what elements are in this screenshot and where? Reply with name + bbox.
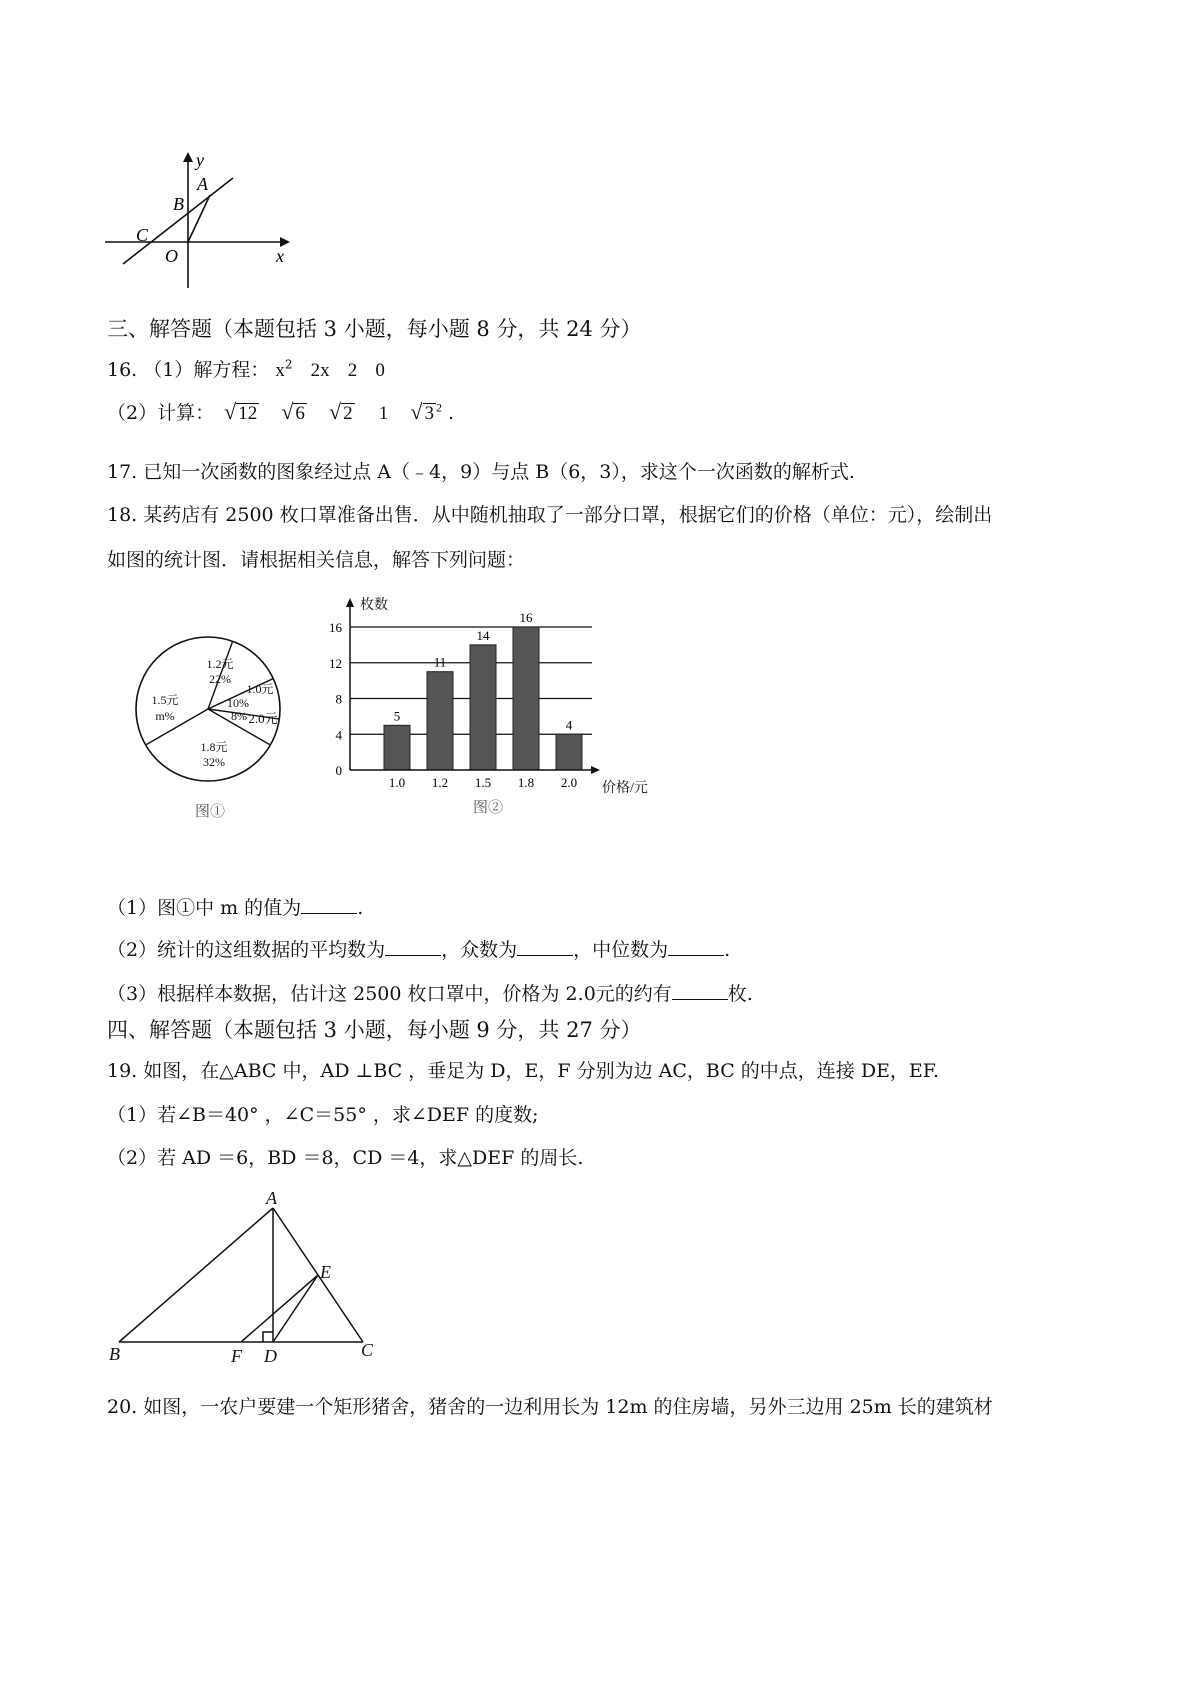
triangle-figure xyxy=(105,1188,405,1378)
x-tick-label: 1.0 xyxy=(388,775,406,790)
sqrt-3: √ 3 xyxy=(410,399,434,424)
pie-pct-2-0: 8% xyxy=(231,709,247,723)
q19-sub2: （2）若 AD ＝6，BD ＝8，CD ＝4，求△DEF 的周长. xyxy=(107,1147,584,1169)
q17-text: 17. 已知一次函数的图象经过点 A（﹣4，9）与点 B（6，3），求这个一次函数的解析式. xyxy=(107,461,855,483)
bar-1.8 xyxy=(513,627,539,770)
x-tick-label: 1.8 xyxy=(517,775,535,790)
pie-label-1-2: 1.2元 xyxy=(206,657,234,671)
bar-caption: 图② xyxy=(472,800,504,816)
term-1: 1 xyxy=(378,403,389,424)
q18-sub2 xyxy=(107,935,730,962)
exp-2: 2 xyxy=(436,400,442,415)
bar-value-label: 16 xyxy=(519,610,533,625)
q18-sub1-text: （1）图①中 m 的值为 xyxy=(107,897,302,919)
section3-heading: 三、解答题（本题包括 3 小题，每小题 8 分，共 24 分） xyxy=(107,317,642,341)
pie-caption: 图① xyxy=(194,804,226,820)
q16-part2 xyxy=(107,398,454,425)
y-axis-label: 枚数 xyxy=(360,598,388,613)
label-c: C xyxy=(361,1340,374,1360)
y-tick-label: 16 xyxy=(329,620,342,635)
bar-value-label: 4 xyxy=(565,717,573,733)
y-axis-arrow-icon xyxy=(183,152,193,162)
coordinate-figure xyxy=(100,148,300,298)
y-tick-label: 12 xyxy=(329,655,342,671)
pie-label-2-0: 2.0元 xyxy=(248,711,278,726)
bar-1.0 xyxy=(384,725,410,770)
y-tick-label: 8 xyxy=(335,691,342,707)
bar-value-label: 14 xyxy=(476,627,490,643)
q18-sub2-c: ，中位数为 xyxy=(573,939,669,961)
q16-eq-0: 0 xyxy=(375,360,385,381)
bar-1.2 xyxy=(427,672,453,770)
y-tick-label: 0 xyxy=(335,763,342,778)
q16-eq-exp: 2 xyxy=(284,357,293,372)
answer-blank-count[interactable] xyxy=(672,983,728,1000)
pie-pct-1-5: m% xyxy=(155,709,175,723)
q19-line1: 19. 如图，在△ABC 中，AD ⊥BC ，垂足为 D，E，F 分别为边 AC，BC 的中点，连接 DE，EF. xyxy=(107,1060,940,1082)
x-tick-label: 1.5 xyxy=(474,775,492,790)
answer-blank-mode[interactable] xyxy=(517,939,573,956)
sqrt-6: √ 6 xyxy=(281,399,305,424)
label-x: x xyxy=(276,246,284,266)
q20-line1: 20. 如图，一农户要建一个矩形猪舍，猪舍的一边利用长为 12m 的住房墙，另外三边用 25m 长的建筑材 xyxy=(107,1396,993,1418)
q16-part2-prefix: （2）计算： xyxy=(107,402,215,424)
label-d: D xyxy=(264,1346,277,1366)
x-tick-label: 2.0 xyxy=(560,775,578,790)
q16-eq-2x: 2x xyxy=(310,360,330,381)
pie-chart xyxy=(130,615,300,835)
label-a: A xyxy=(266,1188,277,1208)
pie-pct-1-0: 10% xyxy=(227,696,249,710)
answer-blank-median[interactable] xyxy=(668,939,724,956)
q18-sub2-a: （2）统计的这组数据的平均数为 xyxy=(107,939,386,961)
q16-eq-x: x xyxy=(275,360,285,381)
bar-2.0 xyxy=(556,734,582,770)
x-axis-arrow-icon xyxy=(591,766,600,774)
pie-label-1-5: 1.5元 xyxy=(151,693,179,707)
x-axis-label: 价格/元 xyxy=(602,781,648,796)
y-axis-arrow-icon xyxy=(346,598,354,607)
q18-line2: 如图的统计图．请根据相关信息，解答下列问题： xyxy=(107,549,526,571)
q16-eq-2: 2 xyxy=(347,360,358,381)
bar-1.5 xyxy=(470,645,496,770)
pie-label-1-8: 1.8元 xyxy=(200,740,228,754)
q18-sub3 xyxy=(107,979,753,1006)
label-e: E xyxy=(320,1262,331,1282)
y-tick-label: 4 xyxy=(335,727,342,743)
answer-blank-m[interactable] xyxy=(301,897,357,914)
q18-sub1-end: . xyxy=(357,897,364,919)
label-b: B xyxy=(173,194,184,214)
pie-label-1-0: 1.0元 xyxy=(246,682,274,696)
sqrt-12: √ 12 xyxy=(224,399,258,424)
q18-sub2-b: ，众数为 xyxy=(441,939,518,961)
q18-sub3-a: （3）根据样本数据，估计这 2500 枚口罩中，价格为 2.0元的约有 xyxy=(107,983,672,1005)
label-b: B xyxy=(109,1344,120,1364)
q16-part1 xyxy=(107,355,385,382)
label-a: A xyxy=(197,174,208,194)
section4-heading: 四、解答题（本题包括 3 小题，每小题 9 分，共 27 分） xyxy=(107,1018,642,1042)
bar-chart xyxy=(320,590,680,820)
label-c: C xyxy=(136,225,149,245)
answer-blank-mean[interactable] xyxy=(385,939,441,956)
pie-pct-1-8: 32% xyxy=(203,755,225,769)
label-f: F xyxy=(231,1346,242,1366)
q18-sub3-end: 枚. xyxy=(727,983,753,1005)
pie-pct-1-2: 22% xyxy=(209,672,231,686)
bar-value-label: 5 xyxy=(393,708,401,724)
label-o: O xyxy=(165,246,178,266)
label-y: y xyxy=(196,150,204,170)
q18-sub2-end: . xyxy=(724,939,731,961)
q18-line1: 18. 某药店有 2500 枚口罩准备出售．从中随机抽取了一部分口罩，根据它们的价格（单位：元），绘制出 xyxy=(107,504,993,526)
x-tick-label: 1.2 xyxy=(431,775,449,790)
q18-sub1 xyxy=(107,893,363,920)
q16-part1-prefix: 16. （1）解方程： xyxy=(107,359,270,381)
q19-sub1: （1）若∠B＝40° ，∠C＝55° ，求∠DEF 的度数; xyxy=(107,1104,539,1126)
sqrt-2: √ 2 xyxy=(329,399,353,424)
q16-part2-end: . xyxy=(448,402,455,424)
bar-value-label: 11 xyxy=(433,654,447,670)
